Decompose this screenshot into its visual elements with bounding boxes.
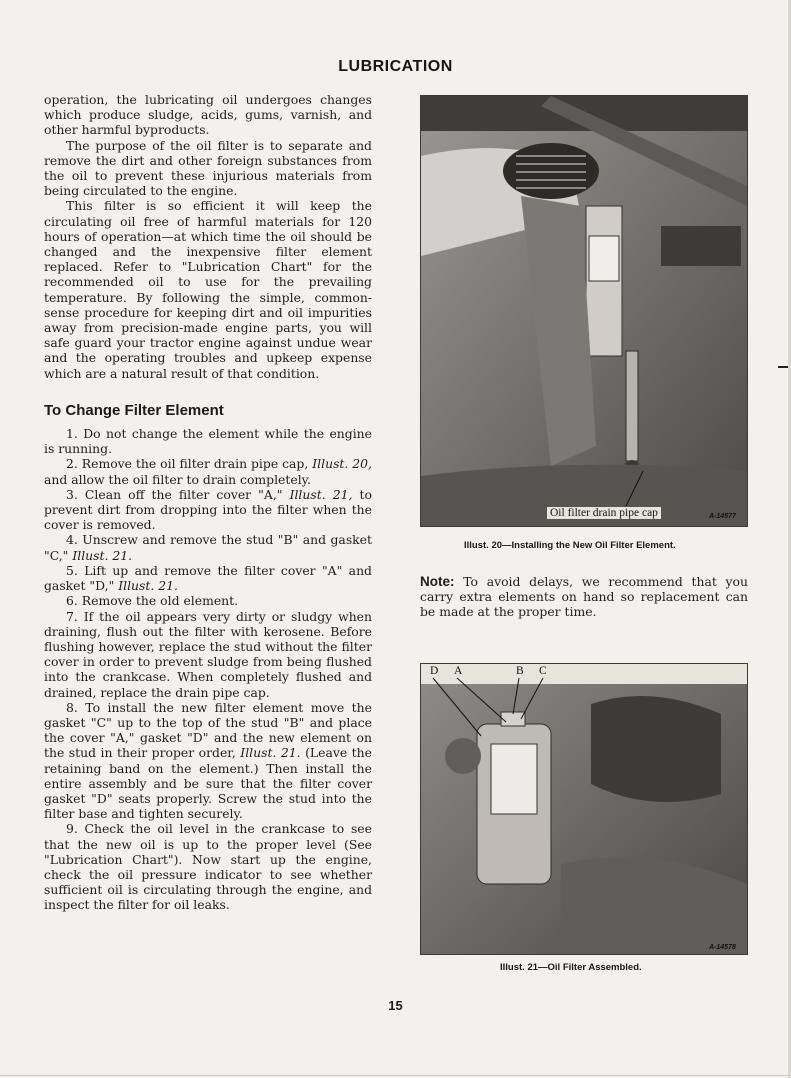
left-column xyxy=(44,92,372,913)
illustration-reference: Illust. 21. xyxy=(240,745,301,761)
paragraph: This filter is so efficient it will keep the circulating oil free of harmful materials for 120 hours of operation—at which time the oil should be changed and the inexpensive filter element replaced. Refer to "Lubrication Chart" for the recommended oil to use for the prevailing temperature. By following the simple, common-sense procedure for keeping dirt and oil impurities away from precision-made engine parts, you will safe guard your tractor engine against undue wear and the operating troubles and upkeep expense which are a natural result of that condition. xyxy=(44,198,372,381)
step-1 xyxy=(44,426,372,456)
step-text-cont: and allow the oil filter to drain completely. xyxy=(44,471,311,487)
page-title: LUBRICATION xyxy=(338,58,453,75)
step-number: 9. xyxy=(66,821,78,837)
step-number: 1. xyxy=(66,426,78,442)
step-text: Clean off the filter cover "A," xyxy=(84,486,283,502)
illustration-reference: Illust. 20, xyxy=(312,456,372,472)
figure-caption-20: Illust. 20—Installing the New Oil Filter Element. xyxy=(464,540,676,551)
figure-letter-d: D xyxy=(430,665,439,677)
step-number: 3. xyxy=(66,486,78,502)
step-7 xyxy=(44,609,372,700)
step-2 xyxy=(44,456,372,486)
illustration-reference: Illust. 21, xyxy=(289,486,353,502)
step-5 xyxy=(44,563,372,593)
illustration-reference: Illust. 21. xyxy=(72,547,133,563)
step-text: Remove the old element. xyxy=(81,593,239,609)
step-text-cont: (Leave the retaining band on the element.) Then install the entire assembly and be sure that the filter cover gasket "D" seats properly. Screw the stud into the filter base and tighten securely. xyxy=(44,745,372,822)
illustration-21-photo xyxy=(420,663,748,955)
note-block xyxy=(420,574,748,620)
illustration-reference: Illust. 21. xyxy=(118,578,178,594)
paragraph: The purpose of the oil filter is to separate and remove the dirt and other foreign substances from the oil to prevent these injurious materials from being circulated to the engine. xyxy=(44,137,372,199)
step-text: Check the oil level in the crankcase to see that the new oil is up to the proper level (See "Lubrication Chart"). Now start up the engine, check the oil pressure indicator to see whether sufficient oil is circulating through the engine, and inspect the filter for oil leaks. xyxy=(44,821,372,913)
step-number: 2. xyxy=(66,456,78,472)
note-label: Note: xyxy=(420,574,455,589)
step-number: 4. xyxy=(66,532,78,548)
step-text: Do not change the element while the engine is running. xyxy=(44,426,372,457)
paragraph: operation, the lubricating oil undergoes changes which produce sludge, acids, gums, varnish, and other harmful byproducts. xyxy=(44,92,372,138)
step-number: 8. xyxy=(66,699,78,715)
step-number: 5. xyxy=(66,562,78,578)
page-number: 15 xyxy=(388,998,403,1013)
section-heading: To Change Filter Element xyxy=(44,401,224,419)
margin-mark xyxy=(778,366,788,368)
step-number: 7. xyxy=(66,608,78,624)
step-number: 6. xyxy=(66,593,78,609)
page-bottom-edge xyxy=(0,1075,791,1076)
figure-callout-drain-pipe-cap: Oil filter drain pipe cap xyxy=(547,507,661,519)
note-text: To avoid delays, we recommend that you carry extra elements on hand so replacement can be made at the proper time. xyxy=(420,574,748,620)
filter-assembly-drawing xyxy=(421,664,747,954)
step-text: Lift up and remove the filter cover "A" and gasket "D," xyxy=(44,562,372,594)
illustration-20-photo xyxy=(420,95,748,527)
step-4 xyxy=(44,532,372,562)
step-9 xyxy=(44,821,372,912)
engine-photo-drawing xyxy=(421,96,747,526)
step-8 xyxy=(44,700,372,822)
figure-code: A-14577 xyxy=(709,513,736,520)
step-text: To install the new filter element move the gasket "C" up to the top of the stud "B" and place the cover "A," gasket "D" and the new element on the stud in their proper order, xyxy=(44,699,372,761)
step-3 xyxy=(44,487,372,533)
step-6 xyxy=(44,593,372,608)
figure-letter-a: A xyxy=(454,665,463,677)
step-text: Unscrew and remove the stud "B" and gasket "C," xyxy=(44,532,372,563)
figure-caption-21: Illust. 21—Oil Filter Assembled. xyxy=(500,962,642,973)
step-text: Remove the oil filter drain pipe cap, xyxy=(81,456,309,472)
figure-letter-b: B xyxy=(516,665,524,677)
figure-letter-c: C xyxy=(539,665,547,677)
step-text: If the oil appears very dirty or sludgy when draining, flush out the filter with kerosene. Before flushing however, replace the stud without the filter cover in order to prevent sludge from being flushed into the crankcase. When completely flushed and drained, replace the drain pipe cap. xyxy=(44,608,372,700)
figure-code: A-14578 xyxy=(709,944,736,951)
step-text-cont: to prevent dirt from dropping into the filter when the cover is removed. xyxy=(44,486,372,533)
